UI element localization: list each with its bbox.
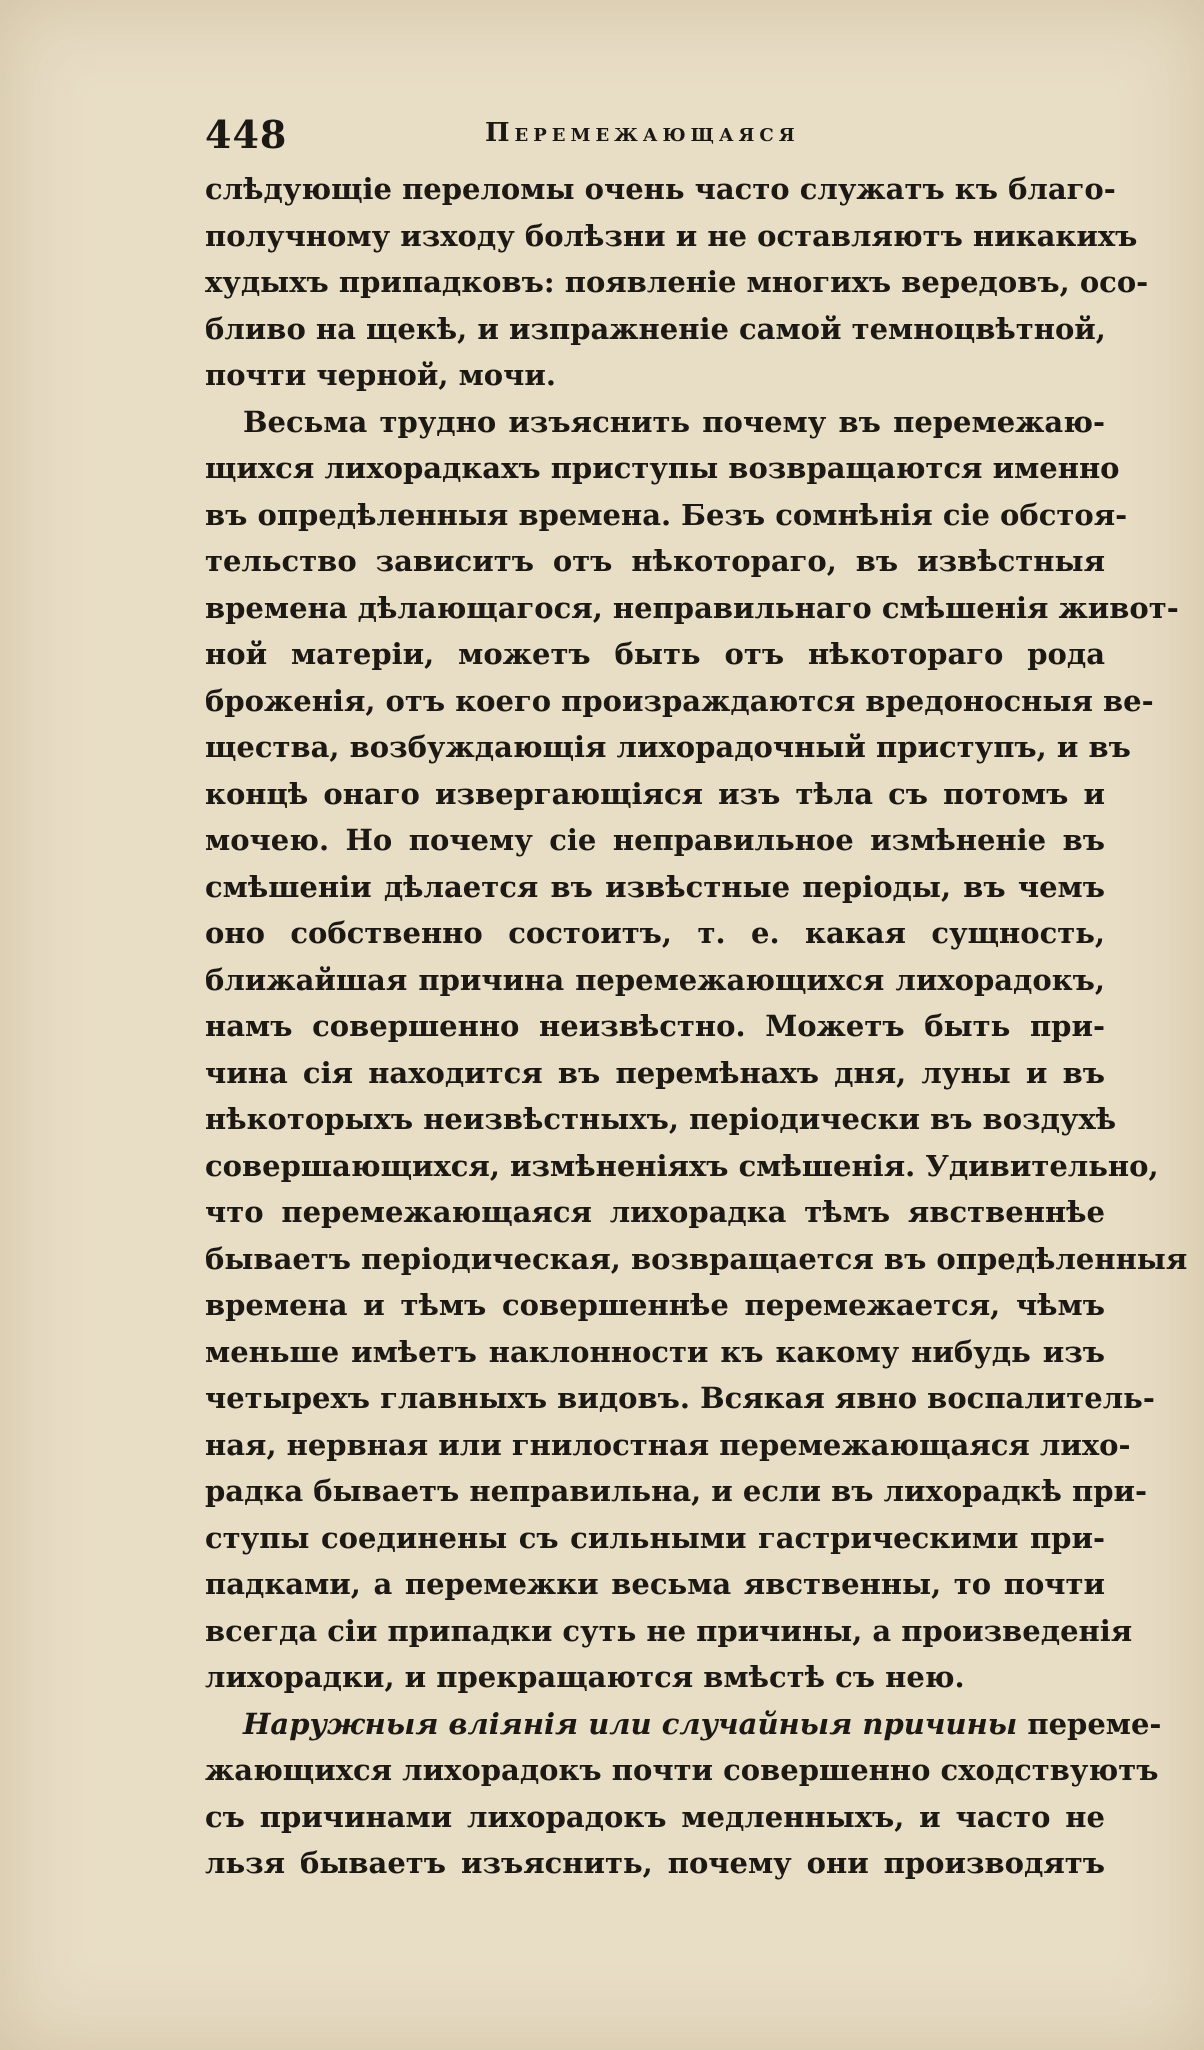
- text-line: бываетъ періодическая, возвращается въ опредѣленныя: [205, 1241, 1188, 1276]
- text-line: тельство зависитъ отъ нѣкотораго, въ извѣстныя: [205, 544, 1105, 578]
- text-line: лихорадки, и прекращаются вмѣстѣ съ нею.: [205, 1660, 965, 1694]
- text-line: падками, а перемежки весьма явственны, то почти: [205, 1567, 1105, 1601]
- text-line: Весьма трудно изъяснить почему въ перемежаю-: [243, 404, 1105, 439]
- italic-lead: Наружныя вліянія или случайныя причины: [243, 1706, 1018, 1741]
- text-line: худыхъ припадковъ: появленіе многихъ вередовъ, осо-: [205, 265, 1149, 299]
- page-number: 448: [205, 112, 288, 157]
- text-line-rest: переме-: [1017, 1706, 1162, 1741]
- text-line: ступы соединены съ сильными гастрическими при-: [205, 1520, 1105, 1555]
- text-line: времена и тѣмъ совершеннѣе перемежается, чѣмъ: [205, 1288, 1105, 1322]
- text-line: четырехъ главныхъ видовъ. Всякая явно воспалитель-: [205, 1381, 1155, 1415]
- text-line: ной матеріи, можетъ быть отъ нѣкотораго рода: [205, 637, 1105, 671]
- text-line: съ причинами лихорадокъ медленныхъ, и часто не: [205, 1799, 1105, 1834]
- text-line: меньше имѣетъ наклонности къ какому нибудь изъ: [205, 1334, 1105, 1369]
- text-line: [205, 1701, 1162, 1748]
- text-line: чина сія находится въ перемѣнахъ дня, луны и въ: [205, 1055, 1105, 1090]
- text-line: смѣшеніи дѣлается въ извѣстные періоды, въ чемъ: [205, 869, 1105, 904]
- text-line: въ опредѣленныя времена. Безъ сомнѣнія сіе обстоя-: [205, 497, 1128, 532]
- text-line: нѣкоторыхъ неизвѣстныхъ, періодически въ воздухѣ: [205, 1102, 1117, 1136]
- text-line: бливо на щекѣ, и изпражненіе самой темноцвѣтной,: [205, 311, 1106, 346]
- text-line: получному изходу болѣзни и не оставляютъ никакихъ: [205, 218, 1138, 253]
- text-line: что перемежающаяся лихорадка тѣмъ явственнѣе: [205, 1195, 1105, 1229]
- text-line: жающихся лихорадокъ почти совершенно сходствуютъ: [205, 1753, 1159, 1787]
- text-line: ная, нервная или гнилостная перемежающаяся лихо-: [205, 1427, 1131, 1462]
- text-line: слѣдующіе переломы очень часто служатъ къ благо-: [205, 172, 1116, 206]
- text-line: почти черной, мочи.: [205, 358, 556, 392]
- text-line: радка бываетъ неправильна, и если въ лихорадкѣ при-: [205, 1474, 1148, 1508]
- page-header: [205, 112, 1105, 162]
- text-line: щихся лихорадкахъ приступы возвращаются именно: [205, 451, 1120, 485]
- text-line: концѣ онаго извергающіяся изъ тѣла съ потомъ и: [205, 776, 1105, 811]
- text-line: ближайшая причина перемежающихся лихорадокъ,: [205, 962, 1105, 997]
- text-line: оно собственно состоитъ, т. е. какая сущность,: [205, 916, 1105, 950]
- text-line: льзя бываетъ изъяснить, почему они производятъ: [205, 1846, 1105, 1880]
- text-line: броженія, отъ коего произраждаются вредоносныя ве-: [205, 683, 1154, 718]
- text-line: намъ совершенно неизвѣстно. Можетъ быть при-: [205, 1009, 1105, 1043]
- text-line: совершающихся, измѣненіяхъ смѣшенія. Удивительно,: [205, 1148, 1159, 1183]
- running-head: Перемежающаяся: [485, 118, 800, 148]
- text-line: мочею. Но почему сіе неправильное измѣненіе въ: [205, 823, 1105, 857]
- text-line: всегда сіи припадки суть не причины, а произведенія: [205, 1613, 1133, 1648]
- body-text: [205, 166, 1188, 1887]
- text-line: времена дѣлающагося, неправильнаго смѣшенія живот-: [205, 590, 1179, 625]
- text-line: щества, возбуждающія лихорадочный приступъ, и въ: [205, 730, 1131, 764]
